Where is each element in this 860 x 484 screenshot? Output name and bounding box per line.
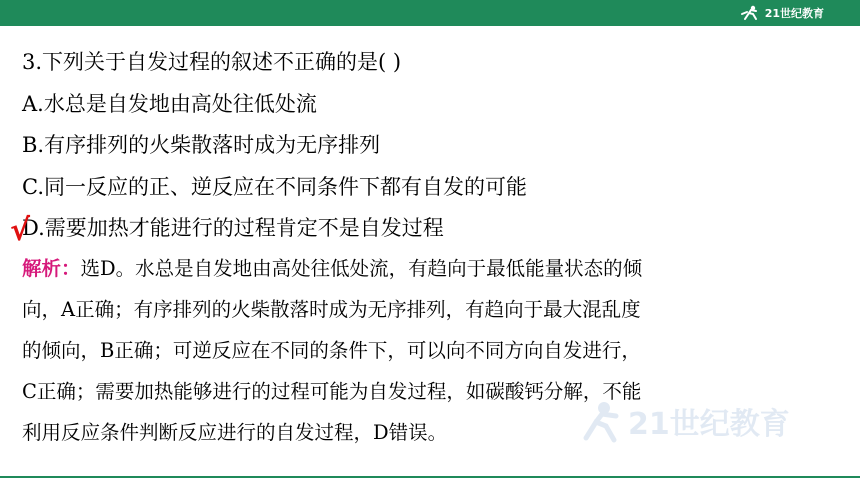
option-a: A.水总是自发地由高处往低处流 (22, 92, 317, 116)
header-bar (0, 0, 860, 26)
option-c: C.同一反应的正、逆反应在不同条件下都有自发的可能 (22, 175, 527, 199)
runner-icon (739, 5, 761, 21)
watermark-text: 21世纪教育 (628, 407, 790, 442)
analysis-line-2: 向，A正确；有序排列的火柴散落时成为无序排列，有趋向于最大混乱度 (22, 298, 641, 321)
question-stem: 3.下列关于自发过程的叙述不正确的是( ) (22, 50, 402, 74)
analysis-label: 解析： (22, 257, 81, 280)
analysis-line-5: 利用反应条件判断反应进行的自发过程，D错误。 (22, 421, 448, 444)
analysis-line-3: 的倾向，B正确；可逆反应在不同的条件下，可以向不同方向自发进行， (22, 339, 641, 362)
analysis-line-4: C正确；需要加热能够进行的过程可能为自发过程，如碳酸钙分解，不能 (22, 380, 642, 403)
option-d: D.需要加热才能进行的过程肯定不是自发过程 (22, 216, 444, 240)
analysis-line-1: 解析：选D。水总是自发地由高处往低处流，有趋向于最低能量状态的倾 (22, 257, 643, 280)
bottom-rule (0, 476, 860, 478)
logo-text: 21世纪教育 (764, 7, 824, 20)
option-b: B.有序排列的火柴散落时成为无序排列 (22, 133, 381, 157)
watermark-logo (576, 398, 836, 450)
answer-check-icon: √ (10, 213, 31, 248)
brand-logo (739, 3, 824, 23)
